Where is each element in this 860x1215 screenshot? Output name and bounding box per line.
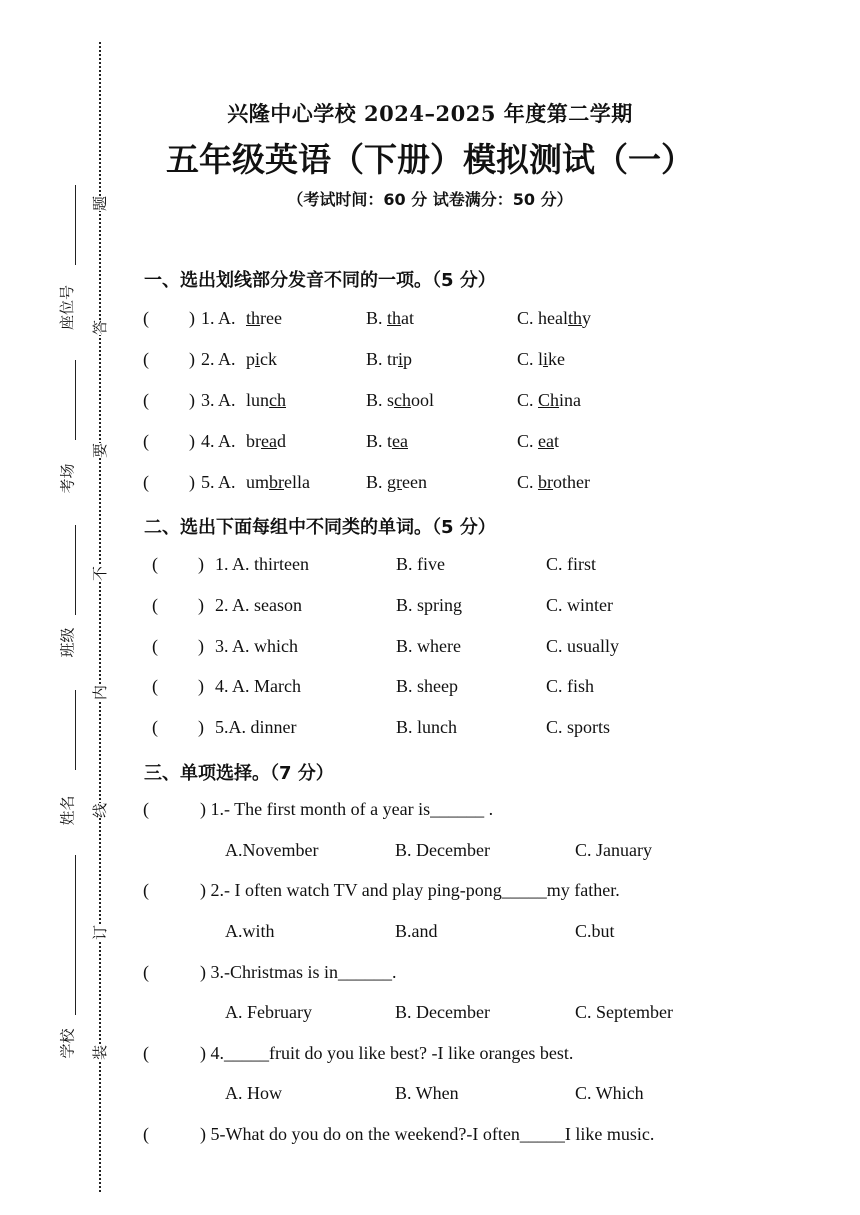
section3-options (0, 1002, 860, 1028)
section2-heading: 二、选出下面每组中不同类的单词。（5 分） (144, 517, 496, 538)
option-b: B. that (366, 308, 415, 328)
answer-bracket-close: ) (189, 390, 195, 410)
answer-bracket-close: ) (198, 676, 204, 696)
binding-word-da: 答 (91, 319, 110, 336)
option-c: C. September (575, 1002, 673, 1022)
section2-question (0, 676, 860, 702)
answer-bracket-close: ) (198, 554, 204, 574)
option-a: 1. A. thirteen (215, 554, 309, 574)
answer-bracket-open: ( (143, 349, 149, 369)
question-number: 3. A. (201, 390, 236, 410)
option-a: 2. A. season (215, 595, 302, 615)
binding-word-ti: 题 (91, 195, 110, 212)
answer-bracket-open: ( (143, 962, 149, 982)
binding-word-zhuang: 装 (91, 1044, 110, 1061)
question-text: ) 4._____fruit do you like best? -I like oranges best. (200, 1043, 574, 1063)
section2-question (0, 717, 860, 743)
answer-bracket-open: ( (143, 308, 149, 328)
option-a: lunch (246, 390, 287, 410)
answer-bracket-open: ( (152, 554, 158, 574)
option-b: B. spring (396, 595, 463, 615)
option-a: A. How (225, 1083, 282, 1103)
answer-bracket-close: ) (189, 308, 195, 328)
binding-word-yao: 要 (91, 442, 110, 459)
section1-question (0, 431, 860, 457)
option-a: pick (246, 349, 278, 369)
section3-question (0, 962, 860, 988)
option-a: three (246, 308, 282, 328)
option-a: 5.A. dinner (215, 717, 297, 737)
question-number: 5. A. (201, 472, 236, 492)
option-b: B.and (395, 921, 438, 941)
option-c: C.but (575, 921, 615, 941)
answer-bracket-open: ( (143, 880, 149, 900)
option-c: C. winter (546, 595, 613, 615)
section1-question (0, 390, 860, 416)
option-b: B. December (395, 840, 490, 860)
binding-word-ding: 订 (91, 924, 110, 941)
option-b: B. where (396, 636, 461, 656)
section1-heading: 一、选出划线部分发音不同的一项。（5 分） (144, 270, 496, 291)
option-b: B. five (396, 554, 445, 574)
answer-bracket-open: ( (143, 472, 149, 492)
question-text: ) 3.-Christmas is in______. (200, 962, 397, 982)
option-a: A.November (225, 840, 319, 860)
section3-options (0, 1083, 860, 1109)
section2-question (0, 554, 860, 580)
option-c: C. January (575, 840, 652, 860)
option-c: C. sports (546, 717, 611, 737)
question-text: ) 2.- I often watch TV and play ping-pong_____my father. (200, 880, 620, 900)
option-b: B. green (366, 472, 427, 492)
binding-word-xian: 线 (91, 802, 110, 819)
question-text: ) 1.- The first month of a year is______ . (200, 799, 494, 819)
exam-room-label: 考场 (58, 463, 77, 494)
option-b: B. trip (366, 349, 413, 369)
option-c: C. China (517, 390, 582, 410)
section1-question (0, 308, 860, 334)
option-a: A.with (225, 921, 275, 941)
answer-bracket-open: ( (143, 431, 149, 451)
section2-question (0, 636, 860, 662)
answer-bracket-open: ( (143, 799, 149, 819)
exam-info: （考试时间：60 分 试卷满分：50 分） (287, 190, 573, 209)
option-c: C. usually (546, 636, 620, 656)
question-text: ) 5-What do you do on the weekend?-I often_____I like music. (200, 1124, 655, 1144)
class-label: 班级 (58, 627, 77, 658)
option-c: C. like (517, 349, 566, 369)
option-b: B. December (395, 1002, 490, 1022)
answer-bracket-close: ) (198, 636, 204, 656)
question-number: 1. A. (201, 308, 236, 328)
section3-options (0, 840, 860, 866)
answer-bracket-open: ( (152, 676, 158, 696)
section3-question (0, 880, 860, 906)
option-c: C. eat (517, 431, 560, 451)
binding-word-bu: 不 (91, 565, 110, 582)
option-c: C. Which (575, 1083, 644, 1103)
name-label: 姓名 (58, 795, 77, 826)
answer-bracket-open: ( (143, 1124, 149, 1144)
answer-bracket-open: ( (152, 717, 158, 737)
option-a: A. February (225, 1002, 312, 1022)
question-number: 4. A. (201, 431, 236, 451)
option-c: C. first (546, 554, 597, 574)
answer-bracket-close: ) (189, 349, 195, 369)
option-a: 4. A. March (215, 676, 301, 696)
option-a: 3. A. which (215, 636, 298, 656)
option-a: bread (246, 431, 286, 451)
answer-bracket-close: ) (189, 472, 195, 492)
option-c: C. healthy (517, 308, 592, 328)
option-b: B. lunch (396, 717, 457, 737)
option-c: C. fish (546, 676, 595, 696)
school-label: 学校 (58, 1028, 77, 1059)
section3-question (0, 799, 860, 825)
exam-title: 五年级英语（下册）模拟测试（一） (166, 140, 694, 179)
option-c: C. brother (517, 472, 590, 492)
option-b: B. school (366, 390, 435, 410)
option-a: umbrella (246, 472, 310, 492)
section3-heading: 三、单项选择。（7 分） (144, 763, 334, 784)
answer-bracket-open: ( (143, 1043, 149, 1063)
option-b: B. sheep (396, 676, 458, 696)
answer-bracket-open: ( (152, 636, 158, 656)
answer-bracket-close: ) (189, 431, 195, 451)
seat-number-label: 座位号 (58, 284, 77, 331)
option-b: B. When (395, 1083, 459, 1103)
section1-question (0, 472, 860, 498)
answer-bracket-close: ) (198, 595, 204, 615)
answer-bracket-close: ) (198, 717, 204, 737)
binding-word-nei: 内 (91, 684, 110, 701)
answer-bracket-open: ( (152, 595, 158, 615)
section2-question (0, 595, 860, 621)
school-term-title: 兴隆中心学校 2024–2025 年度第二学期 (227, 101, 633, 126)
question-number: 2. A. (201, 349, 236, 369)
section1-question (0, 349, 860, 375)
section3-question (0, 1124, 860, 1150)
option-b: B. tea (366, 431, 408, 451)
section3-question (0, 1043, 860, 1069)
section3-options (0, 921, 860, 947)
answer-bracket-open: ( (143, 390, 149, 410)
